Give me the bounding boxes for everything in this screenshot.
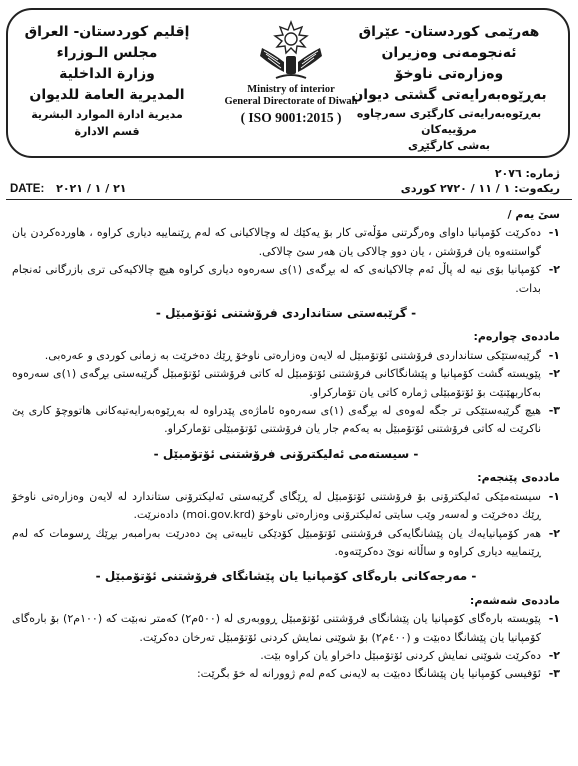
item-text: گرێبەستێکی ستانداردی فرۆشتنی ئۆتۆمبێل لە لایەن وەزارەتی ناوخۆ ڕێك دەخرێت بە زمانی کوردی و عەرەبی.	[44, 348, 541, 362]
list-item	[12, 488, 560, 525]
arabic-directorate-line: المديرية العامة للديوان	[29, 87, 185, 103]
item-number: ٢-	[548, 263, 560, 277]
kurdish-department-line: بەشی کارگێڕی	[408, 139, 490, 152]
arabic-hr-directorate-line: مديرية ادارة الموارد البشرية	[31, 108, 183, 121]
item-text: دەکرێت شوێنی نمایش کردنی ئۆتۆمبێل داخراو یان کراوە بێت.	[260, 648, 541, 662]
article-four-title: ماددەی چوارەم:	[473, 330, 560, 344]
kurdish-region-line: هەرێمی کوردستان- عێراق	[358, 24, 540, 40]
item-number: ١-	[548, 226, 560, 240]
list-item	[12, 347, 560, 365]
date-row	[6, 182, 572, 198]
kurdish-hr-directorate-line: بەڕێوەبەرایەتی کارگێری سەرچاوە مرۆییەکان	[356, 107, 542, 136]
item-text: پێویستە بارەگای کۆمپانیا یان پێشانگای فرۆشتنی ئۆتۆمبێل ڕووبەری لە (٥٠٠م٢) کەمتر نەبێت کە (١٠٠م٢) بۆ بارەگای کۆمپانیا یان پێشانگا دەبێت و (٤٠٠م٢) بۆ شوێنی نمایش کردنی ئۆتۆمبێل تەرخان دەکرێت.	[12, 612, 541, 644]
list-item	[12, 402, 560, 439]
article-six-title: ماددەی شەشەم:	[469, 593, 560, 607]
date-value: ٢١ / ١ / ٢٠٢١	[56, 182, 127, 195]
arabic-ministry-line: وزارة الداخلية	[59, 66, 155, 82]
list-item	[12, 525, 560, 562]
gregorian-date	[10, 182, 127, 195]
kurdish-ministry-line: وەزارەتی ناوخۆ	[394, 66, 504, 82]
arabic-department-line: قسم الادارة	[74, 125, 140, 138]
ministry-english-line: Ministry of interior	[247, 84, 335, 95]
section-heading-electronic-system: - سیستەمی ئەلیکترۆنی فرۆشتنی ئۆتۆمبێل -	[153, 446, 419, 461]
arabic-region-line: إقليم كوردستان- العراق	[24, 24, 190, 40]
kurdish-council-line: ئەنجومەنی وەزیران	[381, 45, 517, 61]
item-text: ئۆفیسی کۆمپانیا یان پێشانگا دەبێت بە لایەنی کەم لەم ژوورانە لە خۆ بگرێت:	[196, 667, 541, 681]
item-text: هیچ گرێبەستێکی تر جگە لەوەی لە بڕگەی (١)ی سەرەوە ئاماژەی پێدراوە لە بەڕێوەبەرایەتیەکانی هاتووچۆ کاری پێ ناکرێت لە کاتی فرۆشتنی ئۆتۆمبێل بە یەکەم جار یان فرۆشتنی ئۆتۆمبێلی تۆمارکراو.	[12, 404, 541, 436]
item-number: ١-	[548, 612, 560, 626]
list-item	[12, 224, 560, 261]
letterhead	[6, 8, 570, 158]
item-text: پێویستە گشت کۆمپانیا و پێشانگاکانی فرۆشتنی ئۆتۆمبێل لە کاتی فرۆشتنی ئۆتۆمبێل گرێبەستی بڕگەی (١)ی سەرەوە بەکاربهێنێت بۆ ئۆتۆمبێلی ژمارە کاتی یان تۆمارکراو.	[12, 367, 541, 399]
letterhead-kurdish-block	[344, 22, 554, 154]
directorate-english-line: General Directorate of Diwan	[224, 96, 358, 107]
list-item	[12, 261, 560, 298]
item-number: ١-	[548, 489, 560, 503]
item-number: ٣-	[548, 667, 560, 681]
list-item	[12, 610, 560, 647]
letterhead-center	[211, 18, 371, 126]
item-text: هەر کۆمپانیایەك یان پێشانگایەکی فرۆشتنی ئۆتۆمبێل کۆدێکی تایبەتی پێ دەدرێت بەرامبەر بڕێك ڕسومات کە لەم ڕێنماییە دیاری کراوە و ساڵانە نوێ دەکرێتەوە.	[12, 526, 541, 558]
letterhead-arabic-block	[22, 22, 192, 140]
item-number: ١-	[548, 348, 560, 362]
document-body	[12, 206, 560, 684]
item-number: ٢-	[548, 648, 560, 662]
kurdistan-emblem-icon	[254, 18, 328, 84]
iso-certification: ( ISO 9001:2015 )	[240, 110, 342, 125]
list-item	[12, 647, 560, 665]
section-three-title: سێ یەم /	[507, 208, 560, 221]
item-text: دەکرێت کۆمپانیا داوای وەرگرتنی مۆڵەتی کار بۆ یەکێك لە وچالاکیانی کە لەم ڕێنماییە دیاری کراوە ، هاوردەکردن یان گواستنەوە یان فرۆشتن ، یان دوو چالاکی یان هەر سێ چالاکی.	[12, 226, 541, 258]
reference-number: ژمارە: ٢٠٧٦	[494, 167, 560, 180]
list-item	[12, 365, 560, 402]
kurdish-date: ریکەوت: ١ / ١١ / ٢٧٢٠ کوردی	[400, 182, 560, 195]
item-number: ٢-	[548, 526, 560, 540]
arabic-council-line: مجلس الـوزراء	[56, 45, 158, 61]
item-text: سیستەمێکی ئەلیکترۆنی بۆ فرۆشتنی ئۆتۆمبێل لە ڕێگای گرێبەستی ئەلیکترۆنی ستاندارد لە لایەن وەزارەتی ناوخۆ ڕێك دەخرێت و لەسەر وێب سایتی ئەلیکترۆنی وەزارەتی ناوخۆ (moi.gov.krd) دادەنرێت.	[12, 489, 541, 522]
item-number: ٢-	[548, 367, 560, 381]
section-heading-standard-contract: - گرێبەستی ستانداردی فرۆشتنی ئۆتۆمبێل -	[155, 306, 417, 321]
item-text: کۆمپانیا بۆی نیە لە پاڵ ئەم چالاکیانەی کە لە بڕگەی (١)ی سەرەوە دیاری کراوە هیچ چالاکیەکی تری بازرگانی ئەنجام بدات.	[12, 263, 541, 295]
list-item	[12, 665, 560, 683]
section-heading-premises-conditions: - مەرجەکانی بارەگای کۆمپانیا یان پێشانگای فرۆشتنی ئۆتۆمبێل -	[95, 569, 477, 584]
article-five-title: ماددەی پێنجەم:	[477, 471, 560, 485]
header-divider	[6, 199, 572, 200]
date-label: DATE:	[10, 183, 45, 195]
kurdish-directorate-line: بەڕێوەبەرایەتی گشتی دیوان	[351, 87, 547, 103]
item-number: ٣-	[548, 404, 560, 418]
